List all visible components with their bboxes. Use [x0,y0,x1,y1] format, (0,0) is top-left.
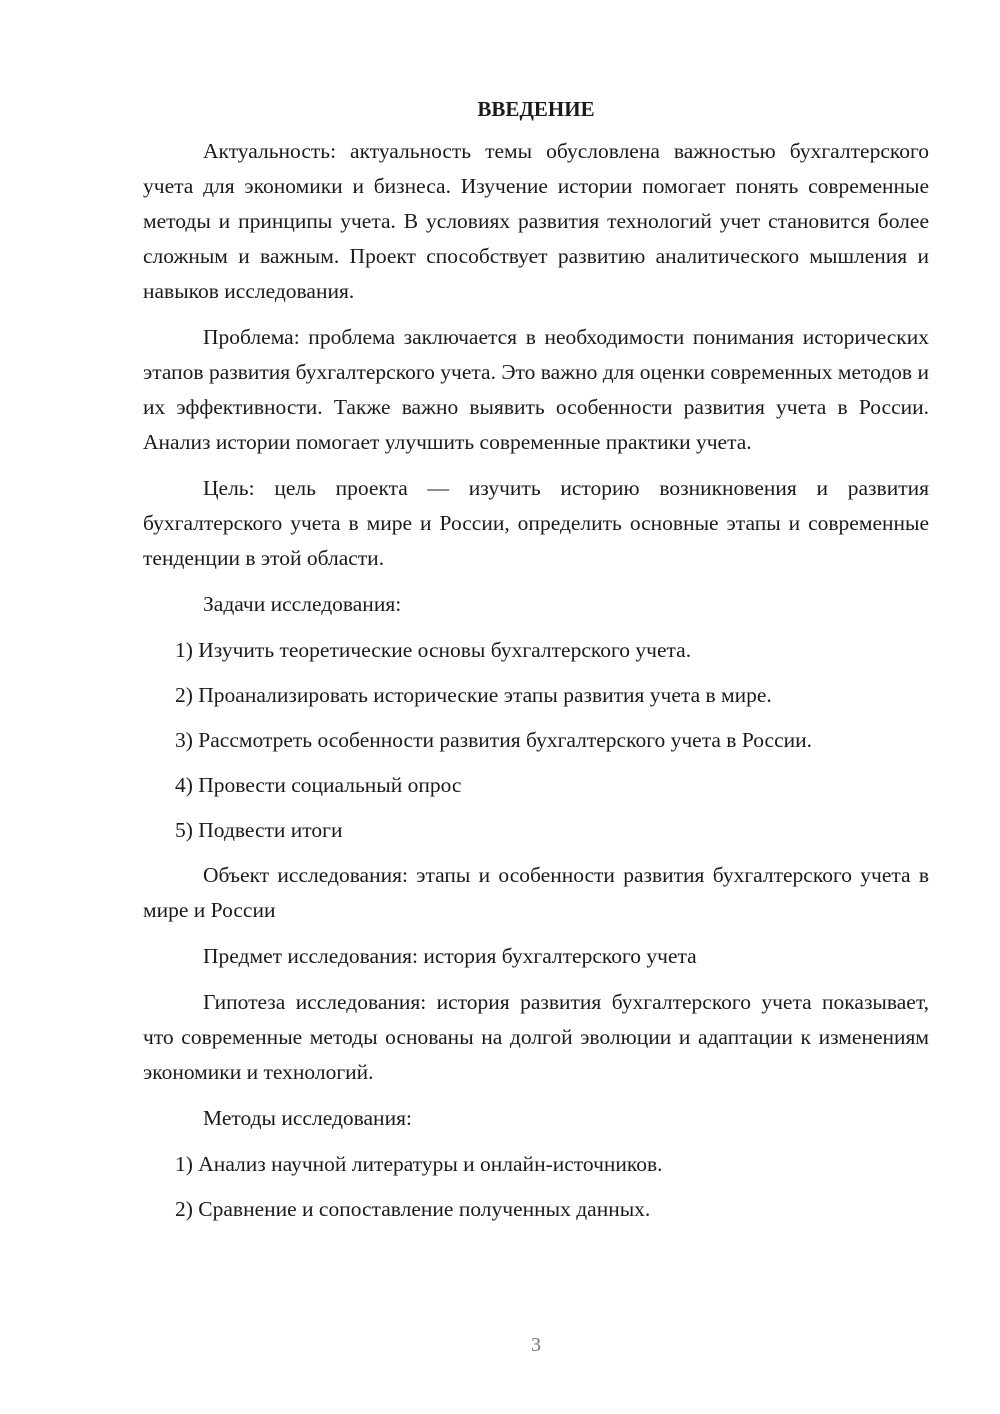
hypothesis-paragraph: Гипотеза исследования: история развития бухгалтерского учета показывает, что современные методы основаны на долгой эволюции и адаптации к изменениям экономики и технологий. [143,990,929,1084]
goal-paragraph: Цель: цель проекта — изучить историю возникновения и развития бухгалтерского учета в мире и России, определить основные этапы и современные тенденции в этой области. [143,476,929,570]
tasks-heading: Задачи исследования: [203,592,402,616]
task-item: 5) Подвести итоги [175,818,343,842]
methods-heading: Методы исследования: [203,1106,412,1130]
method-item: 2) Сравнение и сопоставление полученных данных. [175,1197,651,1221]
task-item: 2) Проанализировать исторические этапы развития учета в мире. [175,683,772,707]
problem-paragraph: Проблема: проблема заключается в необходимости понимания исторических этапов развития бухгалтерского учета. Это важно для оценки современных методов и их эффективности. Также важно выявить особенности развития учета в России. Анализ истории помогает улучшить современные практики учета. [143,325,929,454]
task-item: 4) Провести социальный опрос [175,773,462,797]
task-item: 1) Изучить теоретические основы бухгалтерского учета. [175,638,692,662]
page-title: ВВЕДЕНИЕ [477,97,595,121]
object-paragraph: Объект исследования: этапы и особенности развития бухгалтерского учета в мире и России [143,863,929,922]
task-item: 3) Рассмотреть особенности развития бухгалтерского учета в России. [175,728,813,752]
page-number: 3 [531,1334,541,1356]
document-page [143,92,929,1237]
relevance-paragraph: Актуальность: актуальность темы обусловлена важностью бухгалтерского учета для экономики и бизнеса. Изучение истории помогает понять современные методы и принципы учета. В условиях развития технологий учет становится более сложным и важным. Проект способствует развитию аналитического мышления и навыков исследования. [143,139,929,303]
method-item: 1) Анализ научной литературы и онлайн-источников. [175,1152,663,1176]
subject-paragraph: Предмет исследования: история бухгалтерского учета [203,944,697,968]
